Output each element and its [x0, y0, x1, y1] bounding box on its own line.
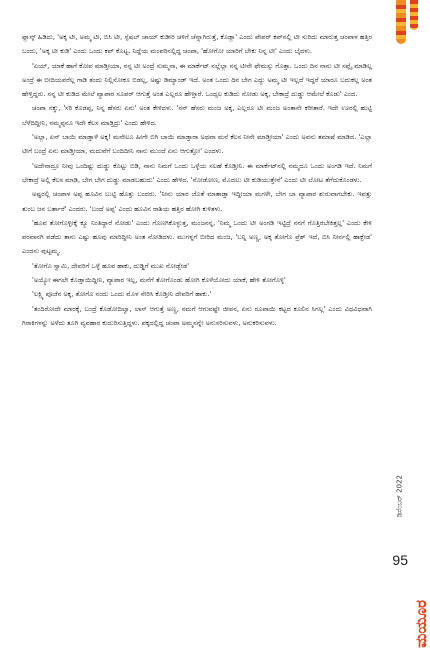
paragraph: 'ಲಕ್ಷ್ಮಿ ಪೂಜೆನ ಅಕ್ಕ, ತೋಗೊ ನಂದು ಒಂದು ಮೊಳ ಸೇರಿಸಿ ಕೊಡ್ತೀನಿ ದೇವರಿಗೆ ಹಾಕು.' [32, 290, 212, 299]
magazine-title: ಮಯೂರ [412, 600, 430, 648]
paragraph: 'ತಂದಿರೋದೇ ಮಾರಕ್ಕೆ, ಬಂದ್ರೆ ಕೊಡೋದಿಲ್ವಾ, ಲಾಸ್ ಆಗುತ್ತೆ ಅಣ್ಣ, ನಮಗೆ ಆಗುವಷ್ಟೇ ಜೀವನ, ಏನು ರೂಪಾಯಿ ಕಟ್ಟದ ಕೂಲಿನ ಸಿಗಲ್ಲ' ಎಂದು ವಿಧವಿಧವಾಗಿ ಗಿರಾಕಿಗಳನ್ನು ಅಳೆದು ತೂಗಿ ವ್ಯವಹಾರ ಕುದುರಿಸುತ್ತಿದ್ದಳು. ಪಕ್ಕದಲ್ಲಿದ್ದ ಚಂಪಾ ಅಮ್ಮನನ್ನೇ ಅನುಸರಿಸುವಳು, ಅನುಕರಿಸುವಳು. [22, 304, 372, 327]
paragraph: ಫ್ಲಾಸ್ಕ್ ಹಿಡಿದು, 'ಅಕ್ಕ ಟೀ, ಅಮ್ಮ ಟೀ, ಬಿಸಿ ಟೀ, ಸ್ಪೆಷಲ್ ಚಾಯ್ ಕುಡೀರಿ ಚಳಿಗೆ ಚೆನ್ನಾಗಿರುತ್ತೆ, ಕೊಡ್ಲಾ' ಎಂದು ಪೇಪರ್ ಕಪ್‌ನಲ್ಲಿ ಟೀ ಸುರಿದು ಮಾರುತ್ತ ಚಂಪಾಳ ಹತ್ತಿರ ಬಂದು, 'ಅಕ್ಕ ಟೀ ಕುಡಿ' ಎಂದು ಒಂದು ಕಪ್ ಕೊಟ್ಟ. ನಿದ್ದೆಯ ಮಂಪರಿನಲ್ಲಿದ್ದ ಚಂಪಾ, 'ಹೋಗೋ ಯಾರಿಗೆ ಬೇಕು ನಿನ್ನ ಟೀ' ಎಂದು ಬೈದಳು. [22, 33, 372, 56]
paragraph: 'ಅಲ್ಲಾ, ಏನ್ ಬಾಯಿ ಮಾಡ್ತಾಳೆ ಅಕ್ಕ! ಮನೇಲೂ ಹೀಗೇ ಬಿಗಿ ಬಾಯಿ ಮಾಡ್ತಾರಾ ಅಥವಾ ಮನೆ ಕೆಲಸ ನೀನೇ ಮಾಡ್ತೀಯಾ' ಎಂದು ಅವನು ತಮಾಷೆ ಮಾಡಿದ. 'ಎಲ್ಲಾ ಟೀಗೆ ಬಂದ್ರೆ ಏನು ಮಾಡ್ತೀಯಾ, ಮದುವೆಗೆ ಬಂದಿದೀನಿ ನಾನು ಮುಂದೆ ಏನು ಆಗುತ್ತೋ' ಎಂದಳು. [22, 133, 372, 156]
paragraph: 'ಏಯ್, ಯಾಕೆ ಹಾಗೆ ಕೋಪ ಮಾಡ್ತೀಯಾ, ನನ್ನ ಟೀ ಅಂದ್ರೆ ಸುಮ್ಮನಾ, ಈ ಮಾರ್ಕೆಟ್ ನಲ್ಲೆಲ್ಲಾ ನನ್ನ ಟೀನೇ ಫೇಮಸ್ಸು ಗೊತ್ತಾ. ಒಂದು ದಿನ ನಾನು ಟೀ ಸಪ್ಲೈ ಮಾಡಿಲ್ಲ ಅಂದ್ರೆ ಈ ಬೀದಿಯವರೆಲ್ಲ ಗಾಡಿ ತಂದು ನಿಲ್ಲಿಸೋಕೂ ಬಿಡಲ್ಲ, ಅಷ್ಟು ಡಿಮ್ಯಾಂಡ್ ಇದೆ. ಅಂತ ಒಂದು ದಿನ ಬೇಗ ಎದ್ದು ಅಮ್ಮ ಟೀ ಇಲ್ಲದೆ ಇದ್ದರೆ ಯಾರೂ ಬದುಕಲ್ಲ ಅಂತ ಹೇಳ್ತಿದ್ದರು. ನನ್ನ ಟೀ ಕುಡಿದ ಮೇಲೆ ವ್ಯಾಪಾರ ಸೂಪರ್ ಆಗುತ್ತೆ ಅಂತ ಎಲ್ಲರೂ ಹೇಳ್ತಾರೆ. ಒಂದ್ಸಲ ಕುಡಿದು ನೋಡು ಅಕ್ಕ, ಬೇಕಾದ್ರೆ ದುಡ್ಡು ಆಮೇಲೆ ಕೊಡು' ಎಂದ. [22, 61, 372, 99]
flower-garland-decoration [396, 0, 406, 44]
paragraph: 'ಅಯ್ಯೋ ಈಗಲೇ ಕೊಡ್ತಾಯಿದ್ದೀನಿ, ವ್ಯಾಪಾರ ಇಲ್ಲ, ಮನೆಗೆ ತೋಗೊಂಡು ಹೋಗಿ ಕೊಳೆಯೋದು ಯಾಕೆ, ಹೇಳಿ ತೋಗೊಳ್ಳಿ' [32, 276, 286, 285]
paragraph: 'ಅದೇನಾದ್ರೂ ನೀವು ಒಂದಿಷ್ಟು ದುಡ್ಡು ಕೊಟ್ಟು ಬಿಡಿ, ನಾನು ನಿಮಗೆ ಒಂದು ಒಳ್ಳೆಯ ಸಲಹೆ ಕೊಡ್ತೀನಿ. ಈ ಮಾರ್ಕೆಟ್‌ನಲ್ಲಿ ನಮ್ಮದೂ ಒಂದು ಅಂಗಡಿ ಇದೆ. ನಿಮಗೆ ಬೇಕಾದ್ರೆ ಅಲ್ಲಿ ಕೆಲಸ ಮಾಡಿ, ಬೇಗ ಬೇಗ ದುಡ್ಡು ಮಾಡಬಹುದು' ಎಂದು ಹೇಳಿದ. 'ನೋಡೋಣ, ಮೊದಲು ಟೀ ಕುಡಿಯುತ್ತೇನೆ' ಎಂದು ಟೀ ಲೋಟ ತೆಗೆದುಕೊಂಡಳು. [22, 161, 372, 184]
flower-garland-decoration [410, 0, 418, 30]
issue-date: ಡಿಸೆಂಬರ್ 2022 [395, 475, 403, 518]
paragraph: 'ಹೂವ ತೋಗೊಳ್ಳೀಕ್ಕೆ ಕ್ಯೂ ನಿಂತಿದ್ದಾರೆ ನೋಡು' ಎಂದು ಗೊಣಗಿಕೊಳ್ಳುತ್ತ, ಮಂಜನನ್ನ, 'ನಿಮ್ಮ ಒಂದು ಟೀ ಅಂಗಡಿ ಇಟ್ಟಿದ್ರೆ ನನಗೆ ಗೊತ್ತಿರಬೇಕಿತ್ತಲ್ಲ' ಎಂದು ಕೇಳಿ ಪರವಾನಗಿ ಪಡೆದು ತಾನು ಎಷ್ಟು ಹೂವು ಮಾರಿದ್ದೀನಿ ಅಂತ ನೋಡಿದಳು. ಮುಗಳ್ನಗೆ ಬೀರಿದ ಮಂಜ, 'ಬನ್ನಿ ಅಣ್ಣ, ಅಕ್ಕ ತೋಗೊ ಪ್ರೆಶ್ ಇದೆ, ಬಿಸಿ ನೀರ್ನಲ್ಲಿ ಹಾಕ್ಬೇಡ' ಎಂದನು ಪುಟ್ಟಮ್ಮ. [22, 218, 372, 256]
paragraph: ಚಂಪಾ ನಕ್ಕು, 'ಸರಿ ಕೊಡಪ್ಪ, ನಿನ್ನ ಹೆಸರು ಏನು' ಅಂತ ಕೇಳಿದಳು. 'ನನ್ ಹೆಸರು ಮಂಜ ಅಕ್ಕ, ಎಲ್ಲರೂ ಟೀ ಮಂಜ ಅಂತಾನೇ ಕರೀತಾರೆ. ಇದೇ ಊರಲ್ಲಿ ಹುಟ್ಟಿ ಬೆಳೆದಿದ್ದೀನಿ, ನಮ್ಮಪ್ಪನೂ ಇದೇ ಕೆಲಸ ಮಾಡ್ತಿದ್ರು' ಎಂದು ಹೇಳಿದ. [22, 104, 372, 127]
article-body [22, 30, 372, 558]
paragraph: 'ತೋಗೊ ಸ್ವಾಮಿ, ದೇವರಿಗೆ ಒಳ್ಳೆ ಹೂವ ಹಾಕು, ದುಡ್ಡಿಗೆ ಮುಖ ನೋಡ್ಬೇಡ' [32, 261, 190, 270]
page-number: 95 [392, 552, 408, 568]
paragraph: ಅಷ್ಟರಲ್ಲಿ ಚಂಪಾಳ ಅಪ್ಪ ಹೂವಿನ ಬುಟ್ಟಿ ಹೊತ್ತು ಬಂದರು. 'ನೀನು ಯಾರ ಜೊತೆ ಮಾತಾಡ್ತಾ ಇದ್ದೀಯಾ ಮಗಳೇ, ಬೇಗ ಬಾ ವ್ಯಾಪಾರ ಶುರುವಾಗಬೇಕು. ಇವತ್ತು ತುಂಬ ಜನ ಬರ್ತಾರೆ' ಎಂದರು. 'ಬಂದೆ ಅಪ್ಪ' ಎಂದು ಹೂವಿನ ರಾಶಿಯ ಹತ್ತಿರ ಹೋಗಿ ಕುಳಿತಳು. [22, 190, 372, 213]
